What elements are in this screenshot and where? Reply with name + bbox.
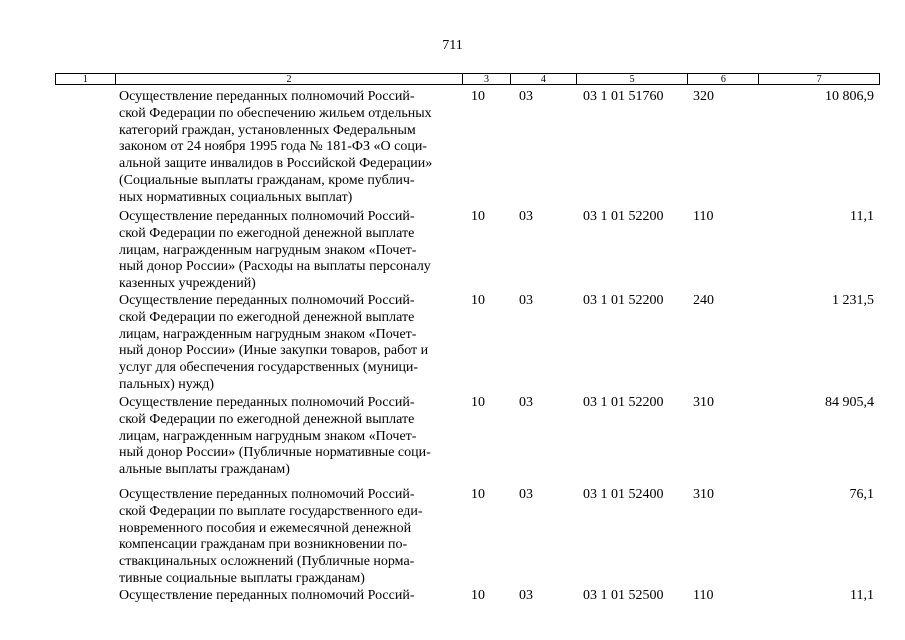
cell-empty (55, 209, 115, 293)
header-col-4: 4 (511, 74, 577, 84)
cell-subsection: 03 (519, 487, 533, 502)
cell-target-item: 03 1 01 52500 (583, 588, 664, 603)
cell-subsection: 03 (519, 89, 533, 104)
cell-section: 10 (471, 487, 485, 502)
cell-expense-type: 310 (693, 395, 714, 410)
description-line: (Социальные выплаты гражданам, кроме публич- (119, 172, 415, 188)
cell-description (115, 395, 463, 479)
description-line: пальных) нужд) (119, 376, 215, 392)
description-line: тивные социальные выплаты гражданам) (119, 570, 365, 586)
cell-target-item: 03 1 01 52200 (583, 293, 664, 308)
description-line: Осуществление переданных полномочий Россий- (119, 588, 415, 603)
description-line: ской Федерации по ежегодной денежной выплате (119, 225, 415, 241)
description-line: Осуществление переданных полномочий Россий- (119, 487, 415, 502)
cell-section: 10 (471, 209, 485, 224)
cell-amount: 11,1 (850, 209, 874, 224)
description-line: ской Федерации по обеспечению жильем отдельных (119, 105, 432, 121)
table-row (55, 395, 880, 479)
description-line: Осуществление переданных полномочий Россий- (119, 293, 415, 308)
description-line: Осуществление переданных полномочий Россий- (119, 209, 415, 224)
description-line: лицам, награжденным нагрудным знаком «Почет- (119, 242, 417, 258)
table-row (55, 293, 880, 394)
cell-amount: 1 231,5 (832, 293, 874, 308)
cell-empty (55, 588, 115, 605)
description-line: Осуществление переданных полномочий Россий- (119, 89, 415, 104)
description-line: альной защите инвалидов в Российской Федерации» (119, 156, 433, 172)
page-number: 711 (442, 38, 463, 53)
cell-expense-type: 110 (693, 588, 714, 603)
header-col-2: 2 (116, 74, 463, 84)
cell-empty (55, 487, 115, 588)
cell-subsection: 03 (519, 209, 533, 224)
cell-section: 10 (471, 89, 485, 104)
header-col-5: 5 (577, 74, 689, 84)
cell-section: 10 (471, 293, 485, 308)
cell-target-item: 03 1 01 51760 (583, 89, 664, 104)
cell-subsection: 03 (519, 395, 533, 410)
description-line: ской Федерации по ежегодной денежной выплате (119, 411, 415, 427)
description-line: ный донор России» (Расходы на выплаты персоналу (119, 259, 431, 275)
cell-section: 10 (471, 588, 485, 603)
description-line: ской Федерации по выплате государственного еди- (119, 503, 423, 519)
description-line: услуг для обеспечения государственных (муници- (119, 360, 419, 376)
description-line: законом от 24 ноября 1995 года № 181-ФЗ «О соци- (119, 139, 427, 155)
cell-target-item: 03 1 01 52200 (583, 395, 664, 410)
header-col-3: 3 (463, 74, 511, 84)
description-line: казенных учреждений) (119, 276, 256, 292)
cell-section: 10 (471, 395, 485, 410)
cell-amount: 84 905,4 (825, 395, 874, 410)
description-line: лицам, награжденным нагрудным знаком «Почет- (119, 326, 417, 342)
cell-subsection: 03 (519, 588, 533, 603)
description-line: ствакцинальных осложнений (Публичные норма- (119, 554, 415, 570)
table-row (55, 89, 880, 207)
cell-target-item: 03 1 01 52200 (583, 209, 664, 224)
header-col-6: 6 (688, 74, 759, 84)
cell-empty (55, 293, 115, 394)
cell-subsection: 03 (519, 293, 533, 308)
cell-expense-type: 320 (693, 89, 714, 104)
description-line: категорий граждан, установленных Федеральным (119, 122, 416, 138)
description-line: альные выплаты гражданам) (119, 462, 290, 478)
description-line: ный донор России» (Публичные нормативные соци- (119, 445, 431, 461)
table-row (55, 209, 880, 293)
cell-expense-type: 310 (693, 487, 714, 502)
description-line: ный донор России» (Иные закупки товаров, работ и (119, 343, 429, 359)
description-line: Осуществление переданных полномочий Россий- (119, 395, 415, 410)
cell-description (115, 89, 463, 207)
description-line: ской Федерации по ежегодной денежной выплате (119, 309, 415, 325)
cell-amount: 11,1 (850, 588, 874, 603)
header-col-7: 7 (816, 74, 822, 85)
table-header (55, 73, 880, 85)
description-line: лицам, награжденным нагрудным знаком «Почет- (119, 428, 417, 444)
cell-description (115, 487, 463, 588)
table-row (55, 588, 880, 605)
cell-description (115, 588, 463, 605)
header-col-1: 1 (56, 74, 116, 84)
cell-amount: 76,1 (849, 487, 874, 502)
cell-empty (55, 395, 115, 479)
description-line: новременного пособия и ежемесячной денежной (119, 520, 412, 536)
description-line: ных нормативных социальных выплат) (119, 189, 353, 205)
cell-expense-type: 240 (693, 293, 714, 308)
cell-description (115, 209, 463, 293)
cell-description (115, 293, 463, 394)
cell-expense-type: 110 (693, 209, 714, 224)
description-line: компенсации гражданам при возникновении по- (119, 537, 408, 553)
cell-target-item: 03 1 01 52400 (583, 487, 664, 502)
cell-amount: 10 806,9 (825, 89, 874, 104)
table-row (55, 487, 880, 588)
cell-empty (55, 89, 115, 207)
